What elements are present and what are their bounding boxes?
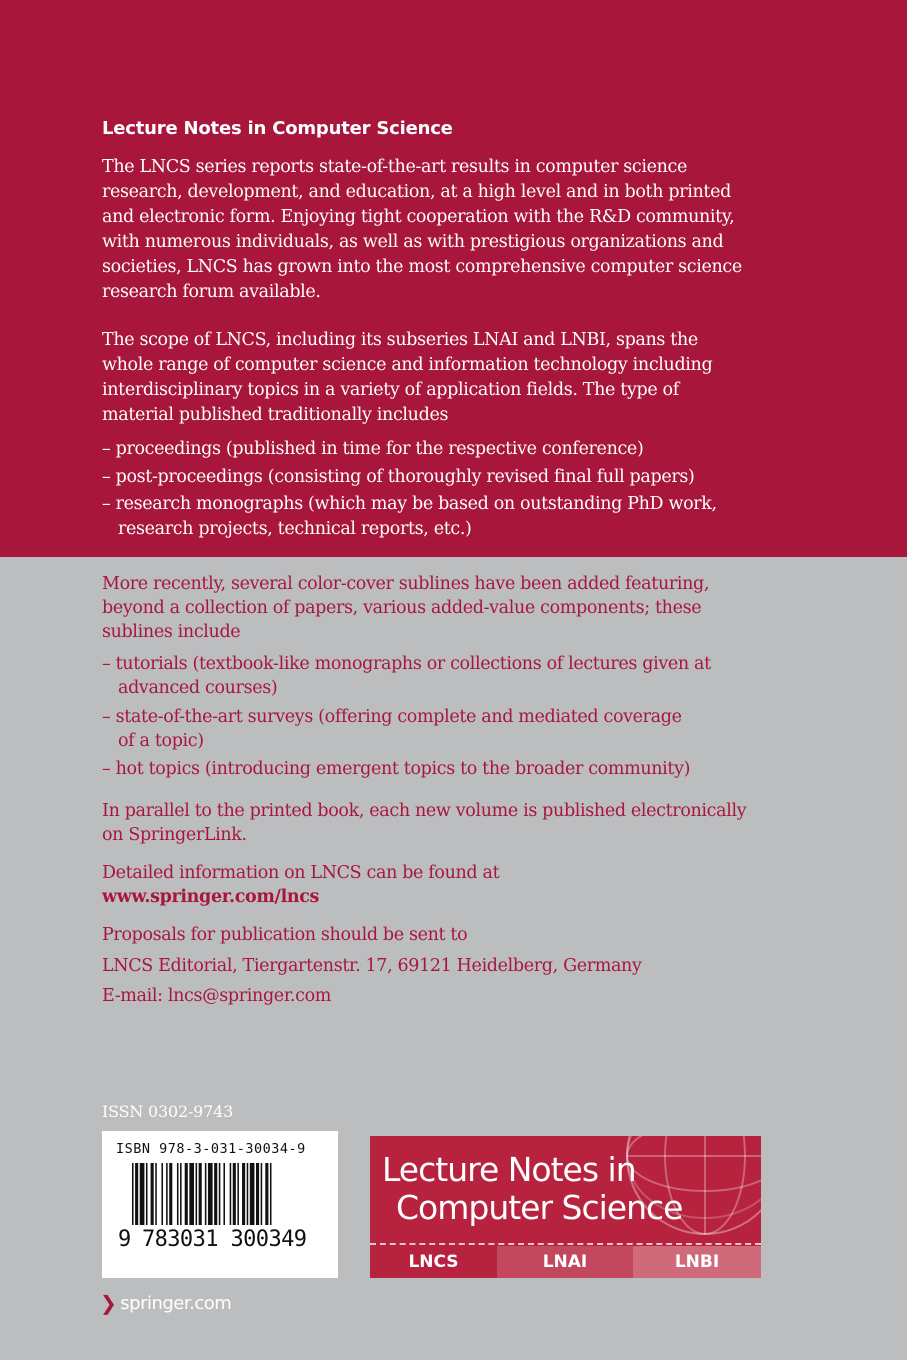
proposals-line: Proposals for publication should be sent to xyxy=(102,925,468,945)
logo-tab-lncs: LNCS xyxy=(370,1246,497,1278)
barcode-bar xyxy=(151,1163,154,1225)
barcode-bar xyxy=(270,1163,272,1225)
barcode-bar xyxy=(161,1163,163,1225)
para2-line: The scope of LNCS, including its subseries LNAI and LNBI, spans the xyxy=(102,330,698,350)
list-item-continuation: of a topic) xyxy=(118,731,204,751)
issn-label: ISSN 0302-9743 xyxy=(102,1102,234,1121)
barcode-bar xyxy=(189,1163,194,1225)
barcode-bar xyxy=(140,1163,145,1225)
barcode-bar xyxy=(166,1163,168,1225)
para1-line: societies, LNCS has grown into the most comprehensive computer science xyxy=(102,257,742,277)
logo-divider xyxy=(370,1243,761,1245)
logo-tab-lnai: LNAI xyxy=(497,1246,633,1278)
logo-title-line2: Computer Science xyxy=(396,1188,683,1227)
ean-first-digit: 9 xyxy=(118,1227,132,1252)
para3-line: sublines include xyxy=(102,622,241,642)
para1-line: The LNCS series reports state-of-the-art results in computer science xyxy=(102,157,688,177)
info-line: Detailed information on LNCS can be found at xyxy=(102,863,500,883)
barcode-bar xyxy=(237,1163,239,1225)
barcode-bar xyxy=(146,1163,148,1225)
barcode-bar xyxy=(208,1163,213,1225)
list-item: – research monographs (which may be based on outstanding PhD work, xyxy=(102,494,717,514)
list-item: – proceedings (published in time for the respective conference) xyxy=(102,439,644,459)
barcode-bar xyxy=(205,1163,207,1225)
para1-line: and electronic form. Enjoying tight cooperation with the R&D community, xyxy=(102,207,735,227)
barcode-bars xyxy=(132,1163,322,1225)
barcode-bar xyxy=(185,1163,188,1225)
barcode-bar xyxy=(219,1163,221,1225)
springer-link-label: springer.com xyxy=(120,1292,232,1314)
series-heading: Lecture Notes in Computer Science xyxy=(102,118,453,139)
para1-line: research, development, and education, at a high level and in both printed xyxy=(102,182,731,202)
barcode-bar xyxy=(256,1163,259,1225)
top-panel xyxy=(0,0,907,557)
series-logo xyxy=(370,1136,761,1278)
list-item: – tutorials (textbook-like monographs or collections of lectures given at xyxy=(102,654,711,674)
barcode-bar xyxy=(265,1163,268,1225)
para3-line: beyond a collection of papers, various added-value components; these xyxy=(102,598,702,618)
para1-line: research forum available. xyxy=(102,282,321,302)
para1-line: with numerous individuals, as well as with prestigious organizations and xyxy=(102,232,724,252)
barcode-bar xyxy=(180,1163,182,1225)
logo-title-line1: Lecture Notes in xyxy=(382,1150,636,1189)
list-item: – state-of-the-art surveys (offering complete and mediated coverage xyxy=(102,707,682,727)
para2-line: whole range of computer science and information technology including xyxy=(102,355,713,375)
barcode-bar xyxy=(196,1163,198,1225)
barcode-bar xyxy=(230,1163,232,1225)
barcode-bar xyxy=(199,1163,202,1225)
barcode-bar xyxy=(155,1163,157,1225)
list-item: – post-proceedings (consisting of thoroughly revised final full papers) xyxy=(102,467,695,487)
list-item-continuation: research projects, technical reports, etc.) xyxy=(118,519,472,539)
springer-link[interactable] xyxy=(100,1291,231,1315)
barcode-bar xyxy=(233,1163,236,1225)
barcode-bar xyxy=(223,1163,225,1225)
lncs-url-link[interactable]: www.springer.com/lncs xyxy=(102,887,320,907)
barcode-bar xyxy=(247,1163,249,1225)
address-line: LNCS Editorial, Tiergartenstr. 17, 69121 Heidelberg, Germany xyxy=(102,956,642,976)
barcode-bar xyxy=(214,1163,217,1225)
ean-digits: 783031 300349 xyxy=(142,1227,307,1252)
barcode-bar xyxy=(135,1163,138,1225)
barcode-bar xyxy=(177,1163,179,1225)
barcode-bar xyxy=(261,1163,263,1225)
barcode-bar xyxy=(132,1163,134,1225)
barcode-bar xyxy=(242,1163,245,1225)
barcode-bar xyxy=(250,1163,255,1225)
email-line[interactable]: E-mail: lncs@springer.com xyxy=(102,986,332,1006)
barcode-box xyxy=(102,1131,338,1278)
para4-line: In parallel to the printed book, each new volume is published electronically xyxy=(102,801,747,821)
para2-line: material published traditionally includes xyxy=(102,405,449,425)
logo-tab-lnbi: LNBI xyxy=(633,1246,761,1278)
para2-line: interdisciplinary topics in a variety of application fields. The type of xyxy=(102,380,679,400)
barcode-bar xyxy=(169,1163,172,1225)
list-item-continuation: advanced courses) xyxy=(118,678,278,698)
para3-line: More recently, several color-cover sublines have been added featuring, xyxy=(102,574,710,594)
para4-line: on SpringerLink. xyxy=(102,825,247,845)
isbn-label: ISBN 978-3-031-30034-9 xyxy=(116,1141,306,1157)
chevron-right-icon: ❯ xyxy=(100,1291,117,1315)
list-item: – hot topics (introducing emergent topics to the broader community) xyxy=(102,759,691,779)
